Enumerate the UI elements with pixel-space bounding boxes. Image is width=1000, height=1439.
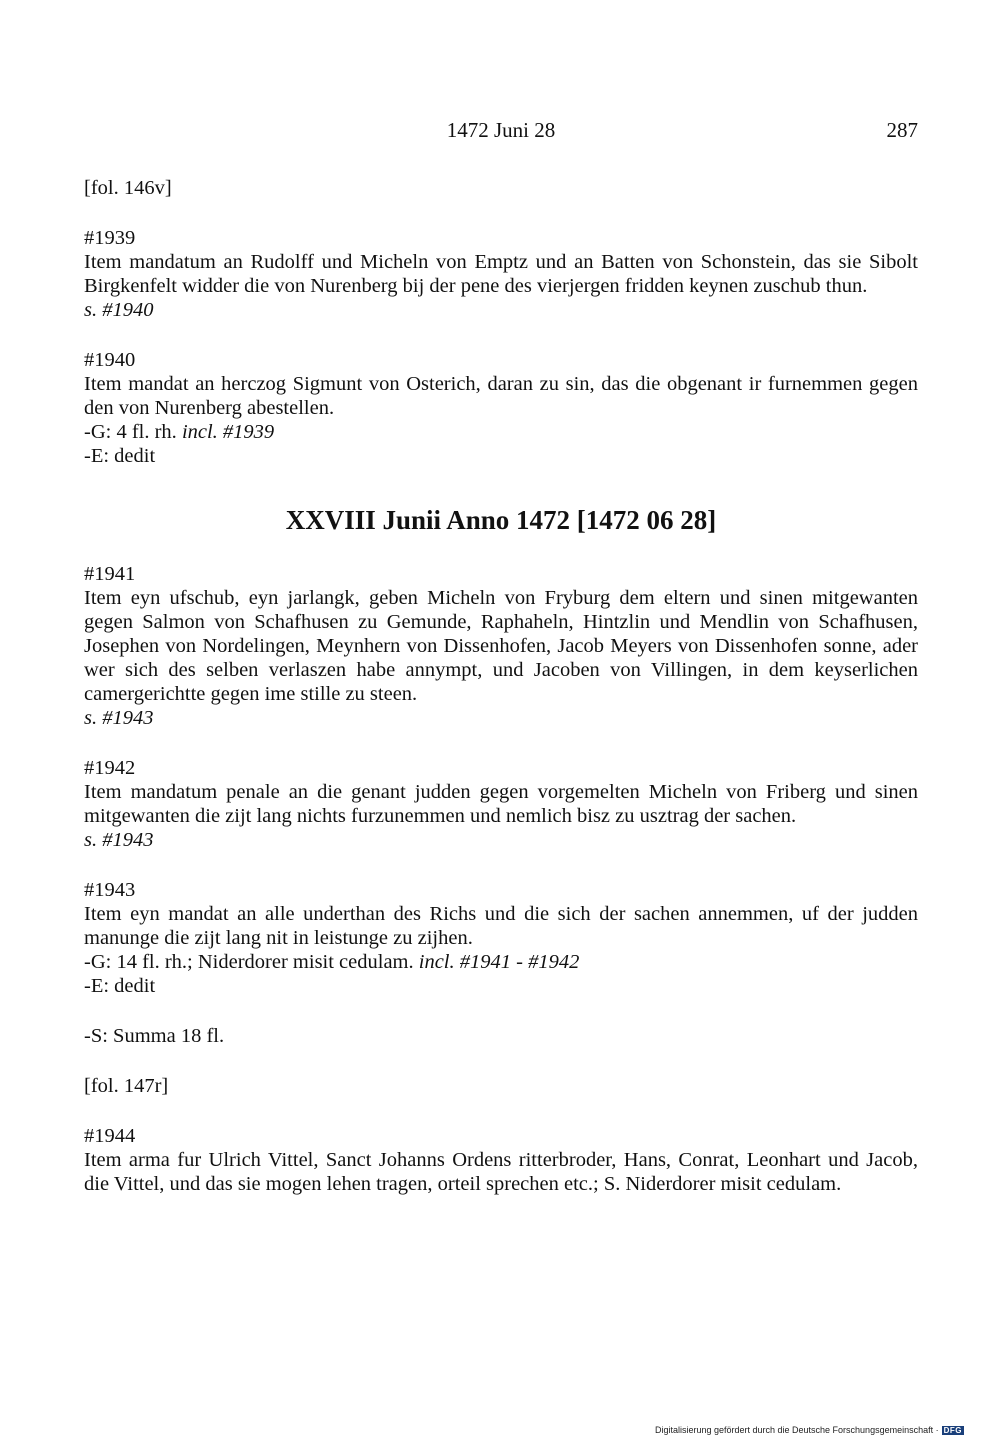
entry-text: Item mandat an herczog Sigmunt von Osterich, daran zu sin, das die obgenant ir furnemmen gegen den von Nurenberg abestellen. (84, 373, 918, 419)
entry-text: Item eyn ufschub, eyn jarlangk, geben Micheln von Fryburg dem eltern und sinen mitgewanten gegen Salmon von Schafhusen zu Gemunde, Raphaheln, Hintzlin und Mendlin von Schafhusen, Josephen von Nordelingen, Meynhern von Dissenhofen, Jacob Meyers von Dissenhofen sonne, ader wer sich des selben verlaszen habe annympt, und Jacoben von Villingen, in dem keyserlichen camergerichtte gegen ime stille zu steen. (84, 587, 918, 705)
entry-1941 (84, 562, 918, 730)
entry-number: #1940 (84, 349, 136, 371)
fee-text: -G: 4 fl. rh. (84, 421, 182, 443)
folio-marker-146v: [fol. 146v] (84, 177, 172, 199)
payment-line: -E: dedit (84, 445, 156, 467)
cross-reference: s. #1940 (84, 299, 154, 321)
entry-text: Item arma fur Ulrich Vittel, Sanct Johanns Ordens ritterbroder, Hans, Conrat, Leonhart und Jacob, die Vittel, und das sie mogen lehen tragen, orteil sprechen etc.; S. Niderdorer misit cedulam. (84, 1149, 918, 1195)
fee-line (84, 420, 918, 444)
page-header (84, 118, 918, 148)
fee-line (84, 950, 918, 974)
entry-text: Item mandatum an Rudolff und Micheln von Emptz und an Batten von Schonstein, das sie Sibolt Birgkenfelt widder die von Nurenberg bij der pene des vierjergen fridden keynen zuschub thun. (84, 251, 918, 297)
dfg-logo: DFG (943, 1425, 962, 1435)
running-title: 1472 Juni 28 (446, 118, 556, 142)
entry-number: #1943 (84, 879, 136, 901)
summa-line: -S: Summa 18 fl. (84, 1025, 225, 1047)
entry-1944 (84, 1124, 918, 1196)
credit-text: Digitalisierung gefördert durch die Deutsche Forschungsgemeinschaft · (654, 1425, 939, 1435)
entry-1943 (84, 878, 918, 998)
entry-text: Item eyn mandat an alle underthan des Richs und die sich der sachen annemmen, uf der judden manunge die zijt lang nit in leistunge zu zijhen. (84, 903, 918, 949)
entry-number: #1941 (84, 563, 136, 585)
entry-number: #1939 (84, 227, 136, 249)
cross-reference: s. #1943 (84, 829, 154, 851)
digitization-credit (655, 1425, 964, 1435)
page-body (84, 176, 918, 1222)
entry-1940 (84, 348, 918, 468)
entry-text: Item mandatum penale an die genant judden gegen vorgemelten Micheln von Friberg und sinen mitgewanten die zijt lang nichts furzunemmen und nemlich bisz zu usztrag der sachen. (84, 781, 918, 827)
entry-number: #1944 (84, 1125, 136, 1147)
payment-line: -E: dedit (84, 975, 156, 997)
inclusion-reference: incl. #1939 (181, 421, 275, 443)
section-heading: XXVIII Junii Anno 1472 [1472 06 28] (285, 505, 717, 535)
entry-number: #1942 (84, 757, 136, 779)
page-number: 287 (886, 118, 918, 142)
inclusion-reference: incl. #1941 - #1942 (418, 951, 580, 973)
cross-reference: s. #1943 (84, 707, 154, 729)
entry-1939 (84, 226, 918, 322)
entry-1942 (84, 756, 918, 852)
folio-marker-147r: [fol. 147r] (84, 1075, 169, 1097)
fee-text: -G: 14 fl. rh.; Niderdorer misit cedulam. (84, 951, 419, 973)
